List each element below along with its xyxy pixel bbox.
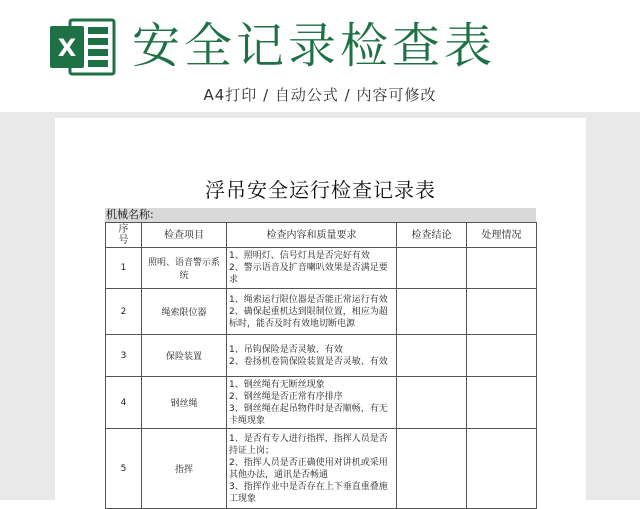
row-content <box>227 335 397 377</box>
row-item: 指挥 <box>142 429 227 509</box>
svg-text:X: X <box>57 34 77 62</box>
col-conclusion: 检查结论 <box>397 223 467 248</box>
excel-icon <box>50 18 116 76</box>
row-handling-cell[interactable] <box>467 289 537 335</box>
col-item: 检查项目 <box>142 223 227 248</box>
document-sheet <box>55 118 586 504</box>
col-seq: 序号 <box>106 223 142 248</box>
col-handling: 处理情况 <box>467 223 537 248</box>
requirement-line: 3、指挥作业中是否存在上下垂直重叠施工现象 <box>229 481 388 504</box>
row-number: 4 <box>106 377 142 429</box>
header-banner <box>0 0 640 120</box>
row-handling-cell[interactable] <box>467 377 537 429</box>
requirement-line: 1、绳索运行限位器是否能正常运行有效 <box>229 294 388 305</box>
page-title: 安全记录检查表 <box>132 18 497 74</box>
row-item: 保险装置 <box>142 335 227 377</box>
table-row <box>106 248 537 289</box>
table-row <box>106 429 537 509</box>
row-handling-cell[interactable] <box>467 429 537 509</box>
table-row <box>106 289 537 335</box>
row-handling-cell[interactable] <box>467 248 537 289</box>
row-conclusion-cell[interactable] <box>397 248 467 289</box>
row-number: 1 <box>106 248 142 289</box>
row-item: 钢丝绳 <box>142 377 227 429</box>
requirement-line: 1、是否有专人进行指挥，指挥人员是否持证上岗； <box>229 433 388 456</box>
requirement-line: 2、卷扬机卷筒保险装置是否灵敏、有效 <box>229 356 388 367</box>
machine-name-label: 机械名称: <box>105 208 536 222</box>
requirement-line: 1、照明灯、信号灯具是否完好有效 <box>229 251 370 261</box>
inspection-table <box>105 222 537 509</box>
row-number: 2 <box>106 289 142 335</box>
row-content <box>227 248 397 289</box>
table-row <box>106 377 537 429</box>
row-number: 3 <box>106 335 142 377</box>
row-number: 5 <box>106 429 142 509</box>
row-content <box>227 377 397 429</box>
table-header-row <box>106 223 537 248</box>
row-content <box>227 429 397 509</box>
row-conclusion-cell[interactable] <box>397 289 467 335</box>
row-content <box>227 289 397 335</box>
requirement-line: 3、钢丝绳在起吊物件时是否顺畅，有无卡绳现象 <box>229 403 388 426</box>
requirement-line: 1、吊钩保险是否灵敏、有效 <box>229 344 343 355</box>
col-content: 检查内容和质量要求 <box>227 223 397 248</box>
requirement-line: 2、指挥人员是否正确使用对讲机或采用其他办法，通讯是否畅通 <box>229 457 388 480</box>
row-conclusion-cell[interactable] <box>397 429 467 509</box>
requirement-line: 2、警示语音及扩音喇叭效果是否满足要求 <box>229 263 388 285</box>
row-item: 绳索限位器 <box>142 289 227 335</box>
row-handling-cell[interactable] <box>467 335 537 377</box>
row-conclusion-cell[interactable] <box>397 335 467 377</box>
requirement-line: 2、确保起重机达到限制位置，相应为超标时，能否及时有效地切断电源 <box>229 306 388 329</box>
requirement-line: 2、钢丝绳是否正常有序排序 <box>229 391 343 402</box>
requirement-line: 1、钢丝绳有无断丝现象 <box>229 379 325 390</box>
row-conclusion-cell[interactable] <box>397 377 467 429</box>
row-item: 照明、语音警示系统 <box>142 248 227 289</box>
table-row <box>106 335 537 377</box>
sheet-title: 浮吊安全运行检查记录表 <box>205 178 436 202</box>
page-subtitle: A4打印 / 自动公式 / 内容可修改 <box>203 86 437 104</box>
